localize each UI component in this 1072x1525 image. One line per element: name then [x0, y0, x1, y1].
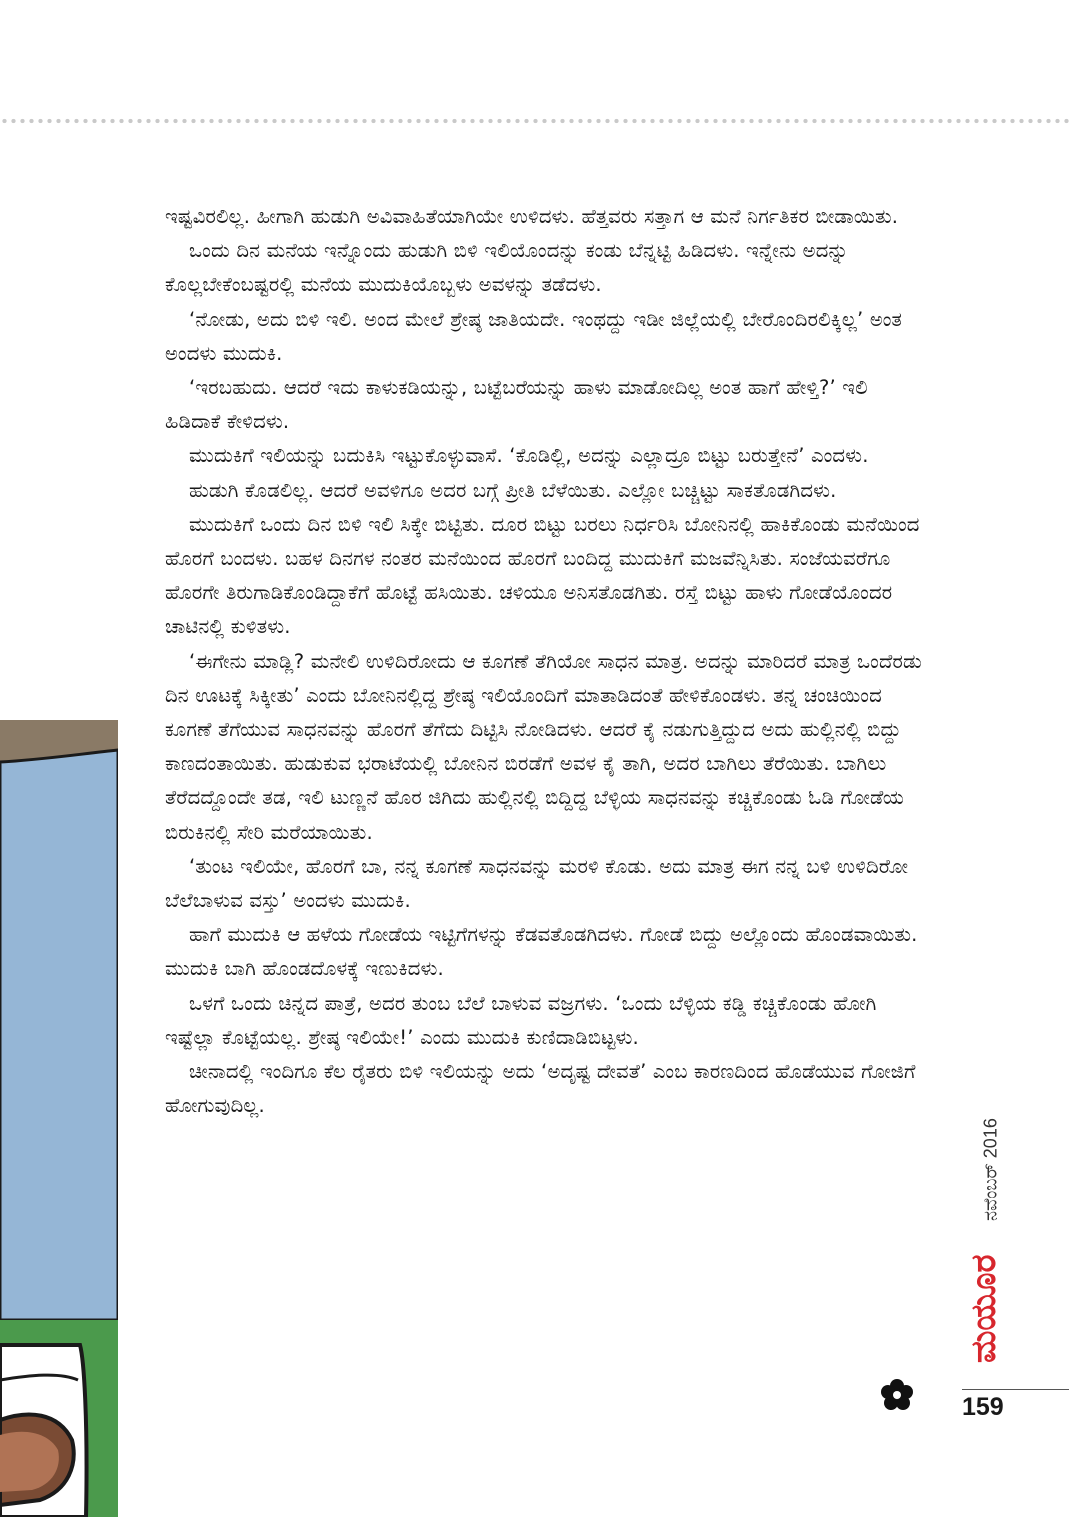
paragraph: ಹುಡುಗಿ ಕೊಡಲಿಲ್ಲ. ಆದರೆ ಅವಳಿಗೂ ಅದರ ಬಗ್ಗೆ ಪ್ರೀತಿ ಬೆಳೆಯಿತು. ಎಲ್ಲೋ ಬಚ್ಚಿಟ್ಟು ಸಾಕತೊಡಗಿದಳು. — [189, 478, 837, 502]
paragraph: ಮುದುಕಿಗೆ ಇಲಿಯನ್ನು ಬದುಕಿಸಿ ಇಟ್ಟುಕೊಳ್ಳುವಾಸೆ. ‘ಕೊಡಿಲ್ಲಿ, ಅದನ್ನು ಎಲ್ಲಾದ್ರೂ ಬಿಟ್ಟು ಬರುತ್ತೇನೆ’ ಎಂದಳು. — [189, 444, 869, 468]
side-illustration — [0, 720, 118, 1517]
article-body — [165, 200, 925, 1123]
magazine-logo — [963, 1245, 1003, 1365]
paragraph: ಒಂದು ದಿನ ಮನೆಯ ಇನ್ನೊಂದು ಹುಡುಗಿ ಬಿಳಿ ಇಲಿಯೊಂದನ್ನು ಕಂಡು ಬೆನ್ನಟ್ಟಿ ಹಿಡಿದಳು. ಇನ್ನೇನು ಅದನ್ನು ಕೊಲ್ಲಬೇಕೆಂಬಷ್ಟರಲ್ಲಿ ಮನೆಯ ಮುದುಕಿಯೊಬ್ಬಳು ಅವಳನ್ನು ತಡೆದಳು. — [165, 239, 849, 297]
paragraph: ಚೀನಾದಲ್ಲಿ ಇಂದಿಗೂ ಕೆಲ ರೈತರು ಬಿಳಿ ಇಲಿಯನ್ನು ಅದು ‘ಅದೃಷ್ಟ ದೇವತೆ’ ಎಂಬ ಕಾರಣದಿಂದ ಹೊಡೆಯುವ ಗೋಜಿಗೆ ಹೋಗುವುದಿಲ್ಲ. — [165, 1060, 916, 1118]
paragraph: ಹಾಗೆ ಮುದುಕಿ ಆ ಹಳೆಯ ಗೋಡೆಯ ಇಟ್ಟಿಗೆಗಳನ್ನು ಕೆಡವತೊಡಗಿದಳು. ಗೋಡೆ ಬಿದ್ದು ಅಲ್ಲೊಂದು ಹೊಂಡವಾಯಿತು. ಮುದುಕಿ ಬಾಗಿ ಹೊಂಡದೊಳಕ್ಕೆ ಇಣುಕಿದಳು. — [165, 923, 918, 981]
paragraph: ‘ನೋಡು, ಅದು ಬಿಳಿ ಇಲಿ. ಅಂದ ಮೇಲೆ ಶ್ರೇಷ್ಠ ಜಾತಿಯದೇ. ಇಂಥದ್ದು ಇಡೀ ಜಿಲ್ಲೆಯಲ್ಲಿ ಬೇರೊಂದಿರಲಿಕ್ಕಿಲ್ಲ’ ಅಂತ ಅಂದಳು ಮುದುಕಿ. — [165, 307, 903, 365]
paragraph: ‘ತುಂಟ ಇಲಿಯೇ, ಹೊರಗೆ ಬಾ, ನನ್ನ ಕೂಗಣೆ ಸಾಧನವನ್ನು ಮರಳಿ ಕೊಡು. ಅದು ಮಾತ್ರ ಈಗ ನನ್ನ ಬಳಿ ಉಳಿದಿರೋ ಬೆಲೆಬಾಳುವ ವಸ್ತು’ ಅಂದಳು ಮುದುಕಿ. — [165, 854, 909, 913]
paragraph: ಇಷ್ಟವಿರಲಿಲ್ಲ. ಹೀಗಾಗಿ ಹುಡುಗಿ ಅವಿವಾಹಿತೆಯಾಗಿಯೇ ಉಳಿದಳು. ಹೆತ್ತವರು ಸತ್ತಾಗ ಆ ಮನೆ ನಿರ್ಗತಿಕರ ಬೀಡಾಯಿತು. — [165, 205, 899, 228]
paragraph: ಮುದುಕಿಗೆ ಒಂದು ದಿನ ಬಿಳಿ ಇಲಿ ಸಿಕ್ಕೇ ಬಿಟ್ಟಿತು. ದೂರ ಬಿಟ್ಟು ಬರಲು ನಿರ್ಧರಿಸಿ ಬೋನಿನಲ್ಲಿ ಹಾಕಿಕೊಂಡು ಮನೆಯಿಂದ ಹೊರಗೆ ಬಂದಳು. ಬಹಳ ದಿನಗಳ ನಂತರ ಮನೆಯಿಂದ ಹೊರಗೆ ಬಂದಿದ್ದ ಮುದುಕಿಗೆ ಮಜವೆನ್ನಿಸಿತು. ಸಂಜೆಯವರೆಗೂ ಹೊರಗೇ ತಿರುಗಾಡಿಕೊಂಡಿದ್ದಾಕೆಗೆ ಹೊಟ್ಟೆ ಹಸಿಯಿತು. ಚಳಿಯೂ ಅನಿಸತೊಡಗಿತು. ರಸ್ತೆ ಬಿಟ್ಟು ಹಾಳು ಗೋಡೆಯೊಂದರ ಚಾಟಿನಲ್ಲಿ ಕುಳಿತಳು. — [165, 512, 920, 639]
flower-icon — [880, 1378, 914, 1412]
paragraph: ‘ಇರಬಹುದು. ಆದರೆ ಇದು ಕಾಳುಕಡಿಯನ್ನು, ಬಟ್ಟೆಬರೆಯನ್ನು ಹಾಳು ಮಾಡೋದಿಲ್ಲ ಅಂತ ಹಾಗೆ ಹೇಳ್ತಿ?’ ಇಲಿ ಹಿಡಿದಾಕೆ ಕೇಳಿದಳು. — [165, 376, 868, 434]
page-number: 159 — [962, 1393, 1004, 1421]
dotted-divider — [0, 118, 1072, 124]
page-number-rule — [962, 1389, 1069, 1390]
magazine-logo-text: ಮಯೂರ — [964, 1254, 1003, 1363]
issue-date: ನವೆಂಬರ್ 2016 — [980, 1118, 1001, 1222]
paragraph: ಒಳಗೆ ಒಂದು ಚಿನ್ನದ ಪಾತ್ರೆ, ಅದರ ತುಂಬ ಬೆಲೆ ಬಾಳುವ ವಜ್ರಗಳು. ‘ಒಂದು ಬೆಳ್ಳಿಯ ಕಡ್ಡಿ ಕಚ್ಚಿಕೊಂಡು ಹೋಗಿ ಇಷ್ಟೆಲ್ಲಾ ಕೊಟ್ಟೆಯಲ್ಲ. ಶ್ರೇಷ್ಠ ಇಲಿಯೇ!’ ಎಂದು ಮುದುಕಿ ಕುಣಿದಾಡಿಬಿಟ್ಟಳು. — [165, 991, 877, 1049]
paragraph: ‘ಈಗೇನು ಮಾಡ್ಲಿ? ಮನೇಲಿ ಉಳಿದಿರೋದು ಆ ಕೂಗಣೆ ತೆಗಿಯೋ ಸಾಧನ ಮಾತ್ರ. ಅದನ್ನು ಮಾರಿದರೆ ಮಾತ್ರ ಒಂದೆರಡು ದಿನ ಊಟಕ್ಕೆ ಸಿಕ್ಕೀತು’ ಎಂದು ಬೋನಿನಲ್ಲಿದ್ದ ಶ್ರೇಷ್ಠ ಇಲಿಯೊಂದಿಗೆ ಮಾತಾಡಿದಂತೆ ಹೇಳಿಕೊಂಡಳು. ತನ್ನ ಚಂಚಿಯಿಂದ ಕೂಗಣೆ ತೆಗೆಯುವ ಸಾಧನವನ್ನು ಹೊರಗೆ ತೆಗೆದು ದಿಟ್ಟಿಸಿ ನೋಡಿದಳು. ಆದರೆ ಕೈ ನಡುಗುತ್ತಿದ್ದುದ ಅದು ಹುಲ್ಲಿನಲ್ಲಿ ಬಿದ್ದು ಕಾಣದಂತಾಯಿತು. ಹುಡುಕುವ ಭರಾಟೆಯಲ್ಲಿ ಬೋನಿನ ಬಿರಡೆಗೆ ಅವಳ ಕೈ ತಾಗಿ, ಅದರ ಬಾಗಿಲು ತೆರೆಯಿತು. ಬಾಗಿಲು ತೆರೆದದ್ದೊಂದೇ ತಡ, ಇಲಿ ಟುಣ್ಣನೆ ಹೊರ ಜಿಗಿದು ಹುಲ್ಲಿನಲ್ಲಿ ಬಿದ್ದಿದ್ದ ಬೆಳ್ಳಿಯ ಸಾಧನವನ್ನು ಕಚ್ಚಿಕೊಂಡು ಓಡಿ ಗೋಡೆಯ ಬಿರುಕಿನಲ್ಲಿ ಸೇರಿ ಮರೆಯಾಯಿತು. — [165, 649, 922, 844]
